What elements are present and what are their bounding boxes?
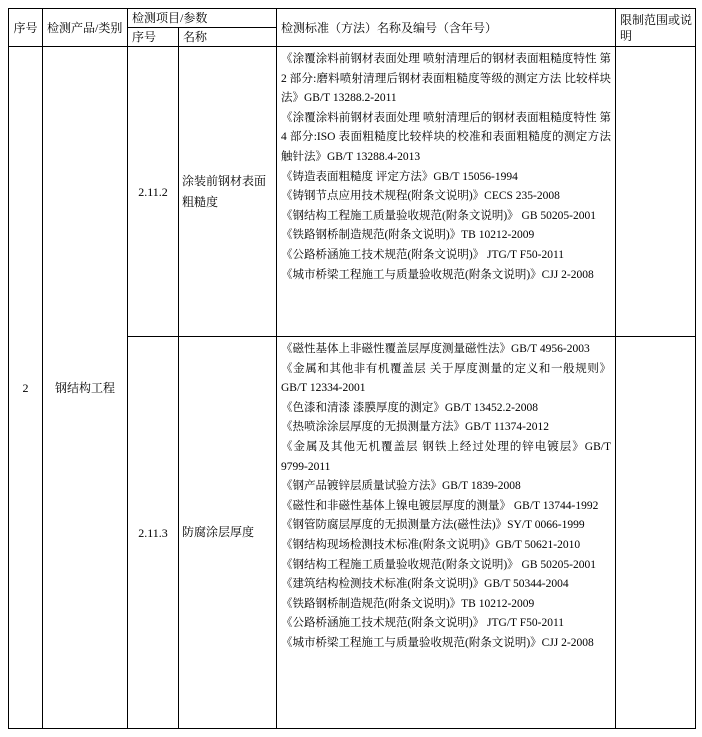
header-row-top bbox=[9, 9, 696, 28]
standard-entry: 《金属和其他非有机覆盖层 关于厚度测量的定义和一般规则》GB/T 12334-2001 bbox=[281, 362, 611, 395]
limit-cell bbox=[616, 47, 696, 337]
header-product-category: 检测产品/类别 bbox=[43, 9, 128, 47]
item-name-cell: 涂装前钢材表面粗糙度 bbox=[179, 47, 277, 337]
standards-cell bbox=[277, 47, 616, 337]
standard-entry: 《公路桥涵施工技术规范(附条文说明)》 JTG/T F50-2011 bbox=[281, 248, 565, 261]
row-seq-cell: 2 bbox=[9, 47, 43, 729]
standard-entry: 《钢结构工程施工质量验收规范(附条文说明)》 GB 50205-2001 bbox=[281, 209, 596, 222]
standards-cell bbox=[277, 337, 616, 729]
row-product-cell: 钢结构工程 bbox=[43, 47, 128, 729]
item-row bbox=[9, 47, 696, 337]
inspection-standards-table bbox=[8, 8, 696, 729]
item-name-cell: 防腐涂层厚度 bbox=[179, 337, 277, 729]
header-item-group: 检测项目/参数 bbox=[128, 9, 277, 28]
standard-entry: 《铸造表面粗糙度 评定方法》GB/T 15056-1994 bbox=[281, 170, 518, 183]
standard-entry: 《建筑结构检测技术标准(附条文说明)》GB/T 50344-2004 bbox=[281, 578, 569, 591]
standard-entry: 《铸钢节点应用技术规程(附条文说明)》CECS 235-2008 bbox=[281, 190, 560, 203]
standard-entry: 《色漆和清漆 漆膜厚度的测定》GB/T 13452.2-2008 bbox=[281, 401, 538, 414]
standard-entry: 《钢管防腐层厚度的无损测量方法(磁性法)》SY/T 0066-1999 bbox=[281, 519, 585, 532]
header-item-seq: 序号 bbox=[128, 28, 179, 47]
standard-entry: 《公路桥涵施工技术规范(附条文说明)》 JTG/T F50-2011 bbox=[281, 617, 565, 630]
standard-entry: 《热喷涂涂层厚度的无损测量方法》GB/T 11374-2012 bbox=[281, 421, 550, 434]
standard-entry: 《城市桥梁工程施工与质量验收规范(附条文说明)》CJJ 2-2008 bbox=[281, 268, 594, 281]
standard-entry: 《磁性基体上非磁性覆盖层厚度测量磁性法》GB/T 4956-2003 bbox=[281, 343, 590, 355]
header-seq: 序号 bbox=[9, 9, 43, 47]
standard-entry: 《钢产品镀锌层质量试验方法》GB/T 1839-2008 bbox=[281, 480, 521, 493]
table-header bbox=[9, 9, 696, 47]
standard-entry: 《涂覆涂料前钢材表面处理 喷射清理后的钢材表面粗糙度特性 第 4 部分:ISO 表面粗糙度比较样块的校准和表面粗糙度的测定方法 触针法》GB/T 13288.4-2013 bbox=[281, 111, 611, 163]
item-seq-cell: 2.11.3 bbox=[128, 337, 179, 729]
standard-entry: 《磁性和非磁性基体上镍电镀层厚度的测量》 GB/T 13744-1992 bbox=[281, 499, 599, 512]
standard-entry: 《铁路钢桥制造规范(附条文说明)》TB 10212-2009 bbox=[281, 597, 535, 610]
standard-entry: 《金属及其他无机覆盖层 钢铁上经过处理的锌电镀层》GB/T 9799-2011 bbox=[281, 440, 611, 473]
standard-entry: 《城市桥梁工程施工与质量验收规范(附条文说明)》CJJ 2-2008 bbox=[281, 636, 594, 649]
standard-entry: 《钢结构工程施工质量验收规范(附条文说明)》 GB 50205-2001 bbox=[281, 558, 596, 571]
standard-entry: 《铁路钢桥制造规范(附条文说明)》TB 10212-2009 bbox=[281, 229, 535, 242]
header-standard: 检测标准（方法）名称及编号（含年号） bbox=[277, 9, 616, 47]
header-limit: 限制范围或说明 bbox=[616, 9, 696, 47]
standard-entry: 《涂覆涂料前钢材表面处理 喷射清理后的钢材表面粗糙度特性 第 2 部分:磨料喷射清理后钢材表面粗糙度等级的测定方法 比较样块法》GB/T 13288.2-2011 bbox=[281, 53, 611, 105]
limit-cell bbox=[616, 337, 696, 729]
header-item-name: 名称 bbox=[179, 28, 277, 47]
item-seq-cell: 2.11.2 bbox=[128, 47, 179, 337]
standard-entry: 《钢结构现场检测技术标准(附条文说明)》GB/T 50621-2010 bbox=[281, 538, 581, 551]
table-body bbox=[9, 47, 696, 729]
